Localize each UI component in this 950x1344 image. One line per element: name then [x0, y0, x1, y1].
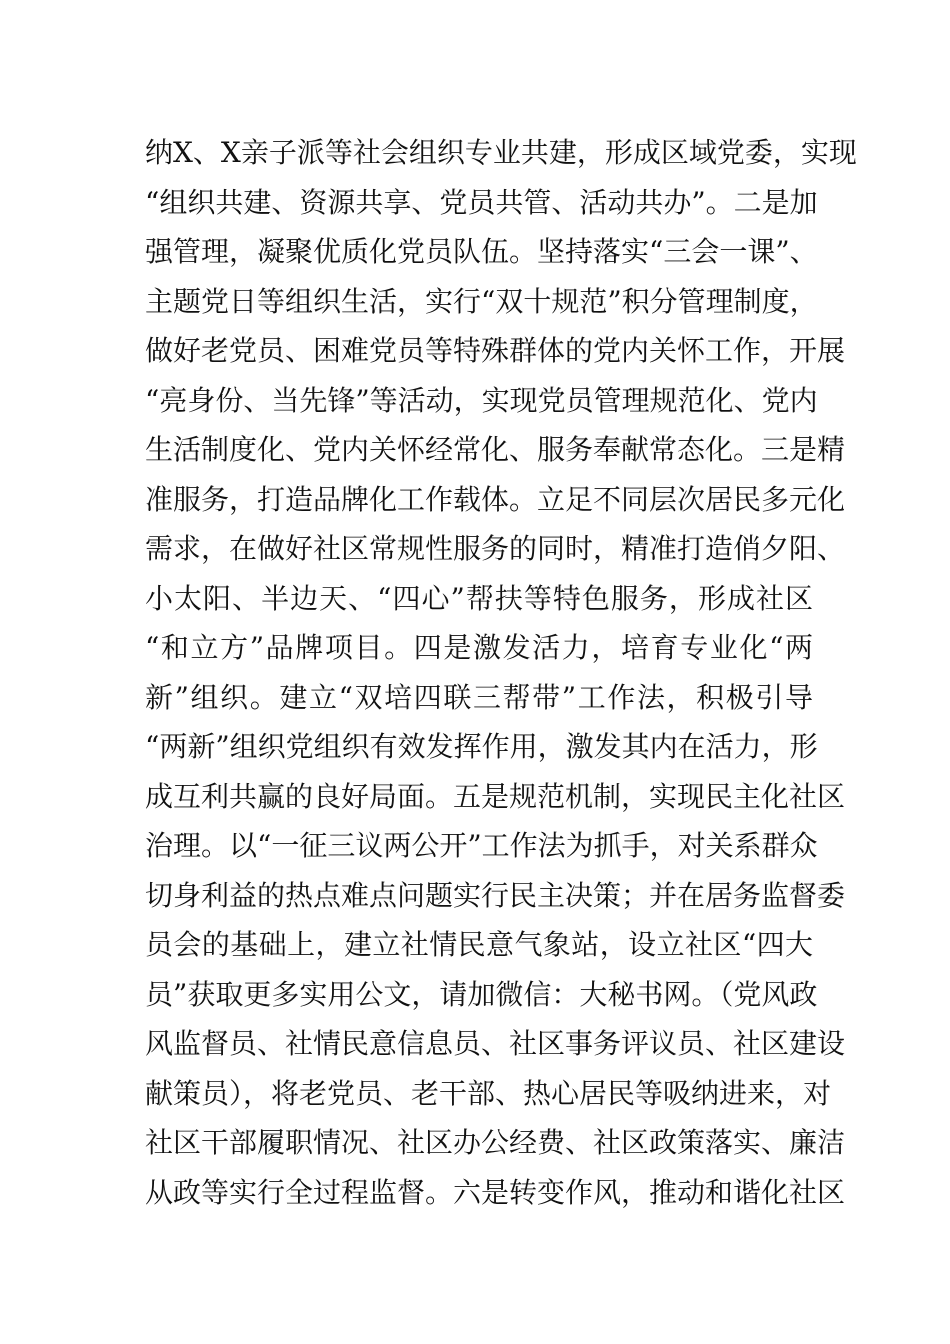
text-line: “两新”组织党组织有效发挥作用，激发其内在活力，形: [145, 730, 818, 763]
text-line: 员”获取更多实用公文，请加微信：大秘书网。（党风政: [145, 977, 818, 1011]
text-line: 主题党日等组织生活，实行“双十规范”积分管理制度，: [145, 284, 818, 318]
text-line: 强管理，凝聚优质化党员队伍。坚持落实“三会一课”、: [145, 235, 818, 268]
text-line: 成互利共赢的良好局面。五是规范机制，实现民主化社区: [145, 779, 846, 813]
text-line: “亮身份、当先锋”等活动，实现党员管理规范化、党内: [145, 383, 818, 417]
text-line: “组织共建、资源共享、党员共管、活动共办”。二是加: [145, 185, 818, 219]
text-line: 生活制度化、党内关怀经常化、服务奉献常态化。三是精: [145, 433, 846, 466]
text-line: 新”组织。建立“双培四联三帮带”工作法，积极引导: [145, 680, 813, 714]
text-line: 准服务，打造品牌化工作载体。立足不同层次居民多元化: [145, 482, 846, 516]
text-line: 需求，在做好社区常规性服务的同时，精准打造俏夕阳、: [145, 532, 846, 565]
text-line: 切身利益的热点难点问题实行民主决策；并在居务监督委: [145, 878, 846, 912]
text-line: 献策员），将老党员、老干部、热心居民等吸纳进来，对: [145, 1076, 832, 1110]
text-line: “和立方”品牌项目。四是激发活力，培育专业化“两: [145, 631, 813, 664]
body-paragraph: [145, 128, 857, 1217]
text-line: 纳X、X亲子派等社会组织专业共建，形成区域党委，实现: [145, 136, 857, 169]
text-line: 社区干部履职情况、社区办公经费、社区政策落实、廉洁: [145, 1126, 846, 1159]
text-line: 风监督员、社情民意信息员、社区事务评议员、社区建设: [145, 1027, 846, 1060]
text-line: 做好老党员、困难党员等特殊群体的党内关怀工作，开展: [145, 334, 846, 367]
text-line: 治理。以“一征三议两公开”工作法为抓手，对关系群众: [145, 829, 818, 862]
text-line: 从政等实行全过程监督。六是转变作风，推动和谐化社区: [145, 1175, 846, 1209]
text-line: 员会的基础上，建立社情民意气象站，设立社区“四大: [145, 928, 813, 961]
text-line: 小太阳、半边天、“四心”帮扶等特色服务，形成社区: [145, 581, 813, 615]
